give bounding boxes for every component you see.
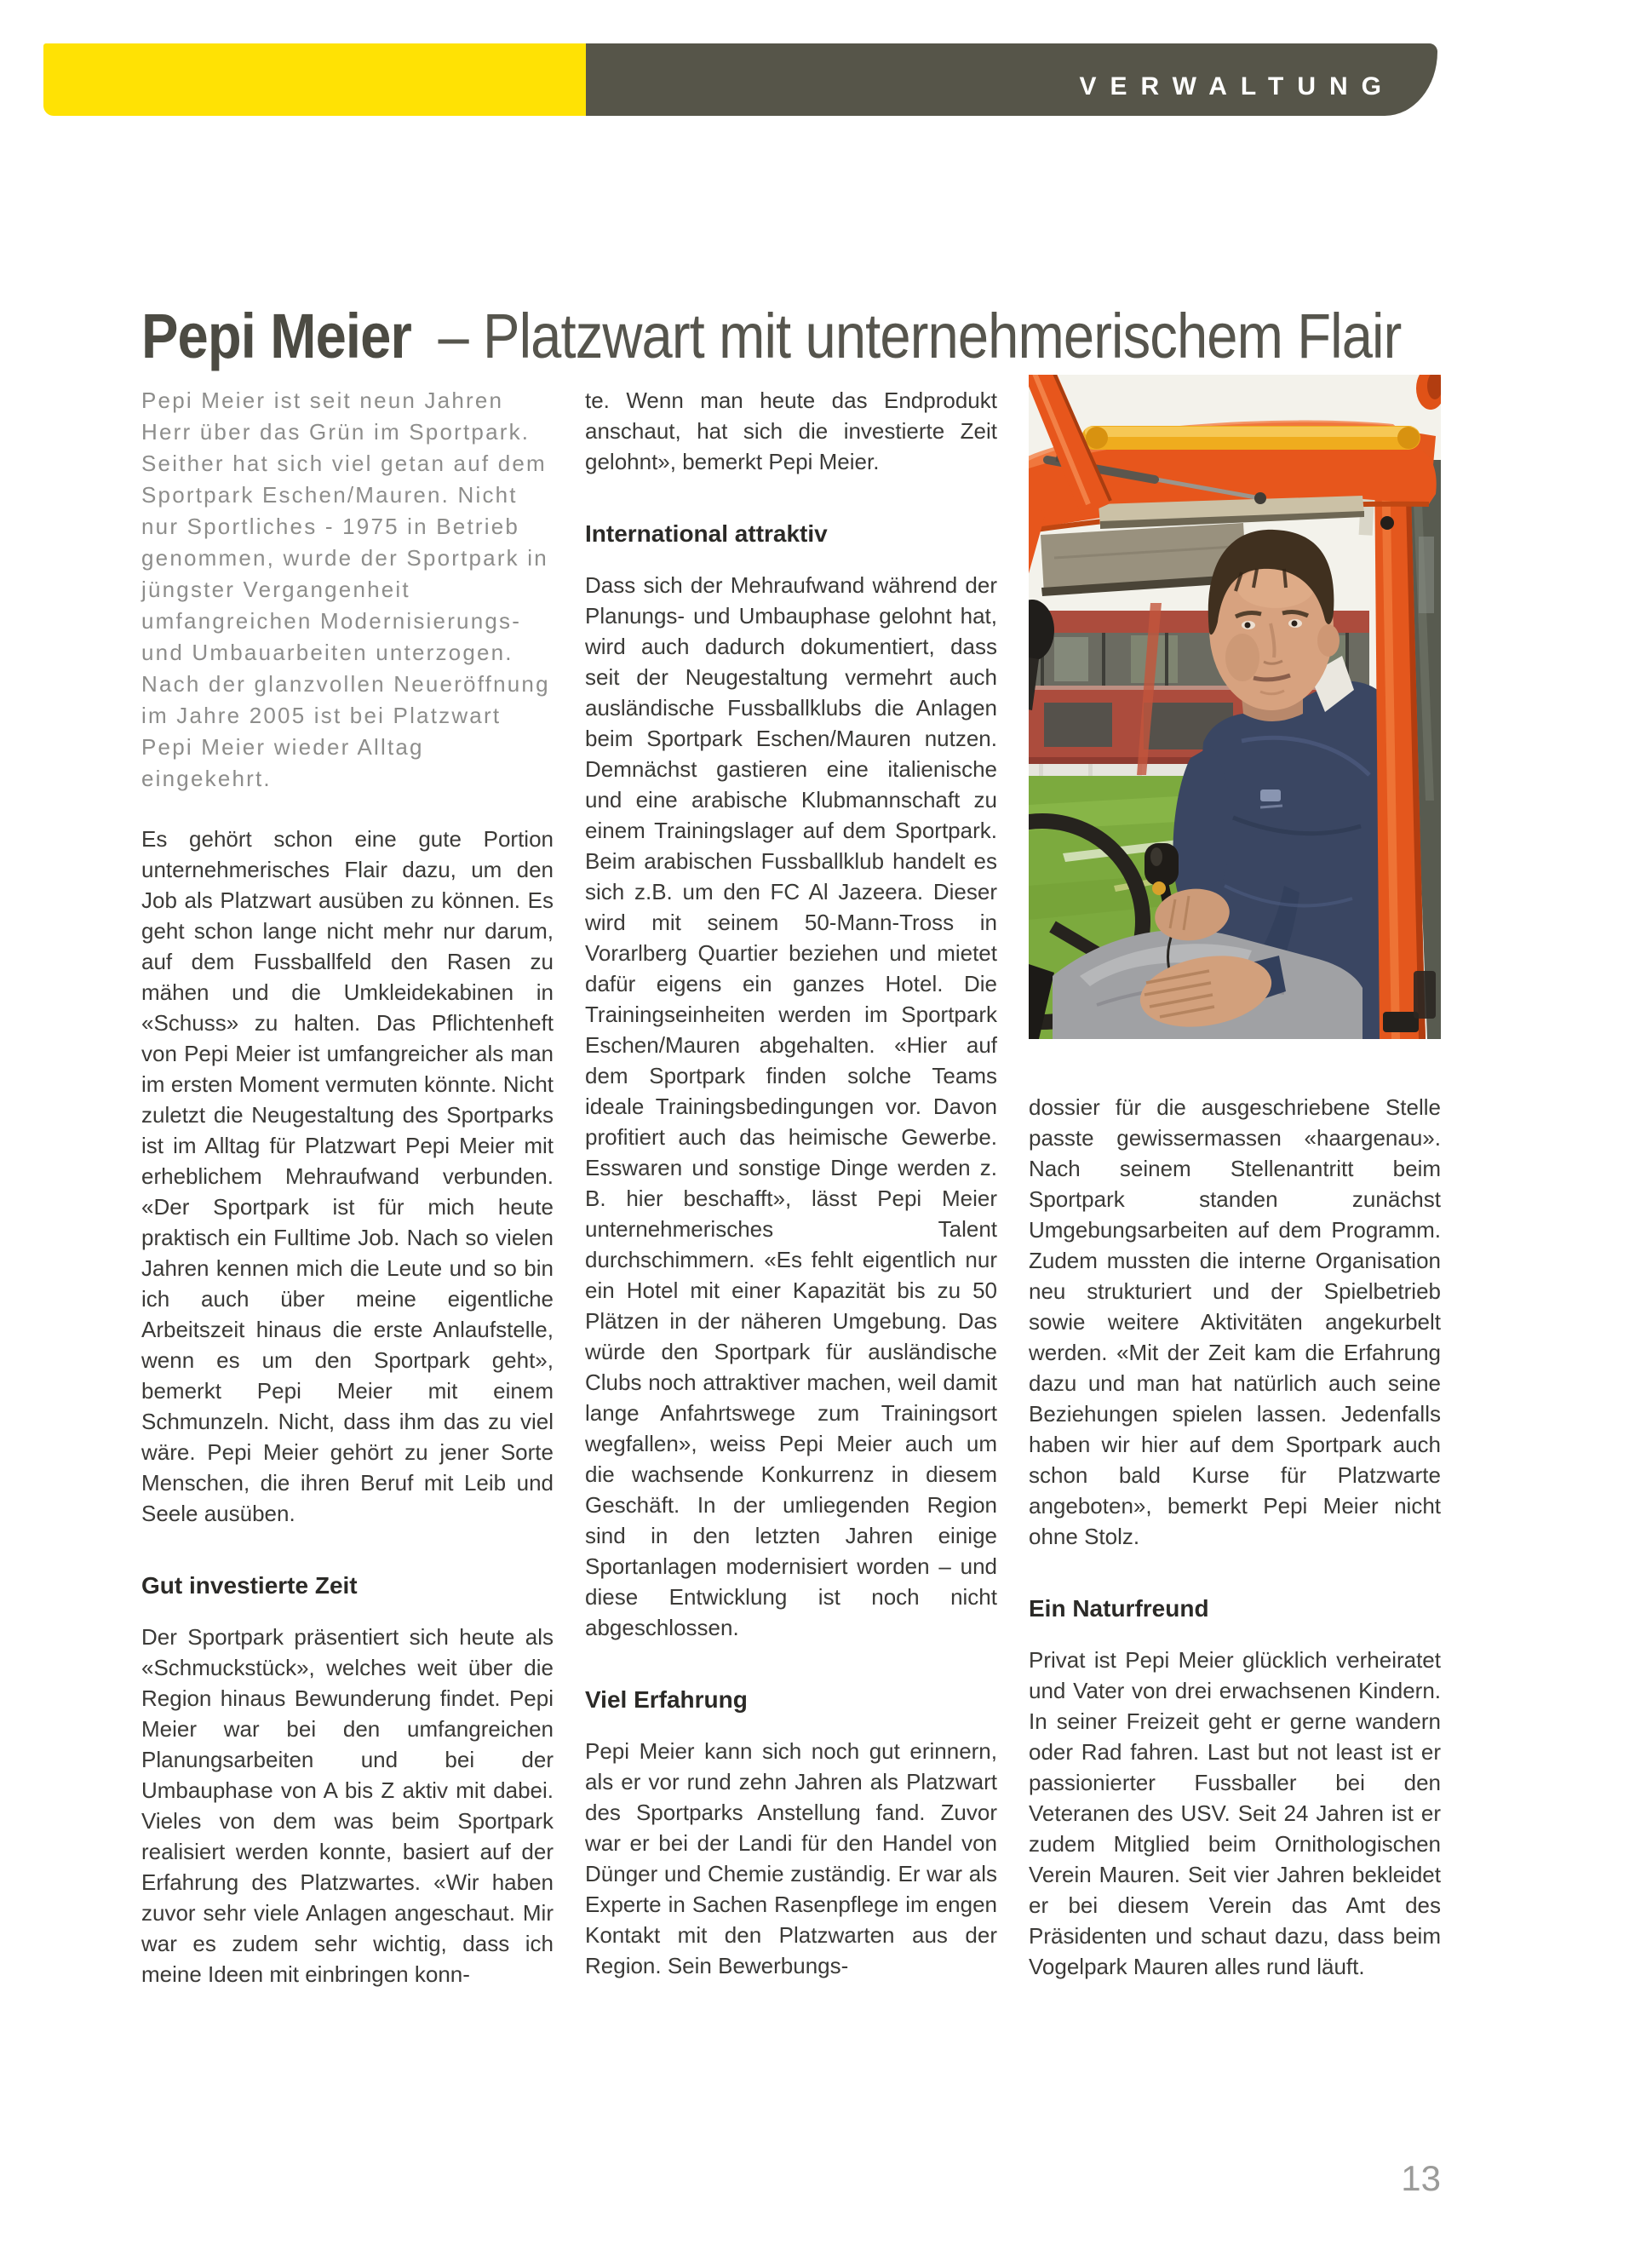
- column-3: [1029, 375, 1441, 1990]
- subheading-international-attraktiv: International attraktiv: [585, 520, 828, 547]
- article-paragraph: Dass sich der Mehraufwand während der Planungs- und Umbauphase gelohnt hat, wird auch dadurch dokumentiert, dass seit der Neugestaltung vermehrt auch ausländische Fussballklubs die Anlagen beim Sportpark Eschen/Mauren nutzen. Demnächst gastieren eine italienische und eine arabische Klubmannschaft zu einem Trainingslager auf dem Sportpark. Beim arabischen Fussballklub handelt es sich z.B. um den FC Al Jazeera. Dieser wird mit seinem 50-Mann-Tross in Vorarlberg Quartier beziehen und mietet dafür eigens ein ganzes Hotel. Die Trainingseinheiten werden im Sportpark Eschen/Mauren abgehalten. «Hier auf dem Sportpark finden solche Teams ideale Trainingsbedingungen vor. Davon profitiert auch das heimische Gewerbe. Esswaren und sonstige Dinge werden z. B. hier beschafft», lässt Pepi Meier unternehmerisches Talent durchschimmern. «Es fehlt eigentlich nur ein Hotel mit einer Kapazität bis zu 50 Plätzen in der näheren Umgebung. Das würde den Sportpark für ausländische Clubs noch attraktiver machen, weil damit lange Anfahrtswege zum Trainingsort wegfallen», weiss Pepi Meier auch um die wachsende Konkurrenz in diesem Geschäft. In der umliegenden Region sind in den letzten Jahren einige Sportanlagen modernisiert worden – und diese Entwicklung ist noch nicht abgeschlossen.: [585, 571, 997, 1640]
- subheading-viel-erfahrung: Viel Erfahrung: [585, 1685, 748, 1713]
- column-2: [585, 375, 997, 1990]
- photo-pepi-meier-tractor: [1029, 375, 1441, 1039]
- article-paragraph: Der Sportpark präsentiert sich heute als «Schmuckstück», welches weit über die Region hinaus Bewunderung findet. Pepi Meier war bei den umfangreichen Planungsarbeiten und bei der Umbauphase von A bis Z aktiv mit dabei. Vieles von dem was beim Sportpark realisiert werden konnte, basiert auf der Erfahrung des Platzwartes. «Wir haben zuvor sehr viele Anlagen angeschaut. Mir war es zudem sehr wichtig, dass ich meine Ideen mit einbringen konn-: [141, 1623, 554, 1987]
- article-paragraph: dossier für die ausgeschriebene Stelle passte gewissermassen «haargenau». Nach seinem Stellenantritt beim Sportpark standen zunächst Umgebungsarbeiten auf dem Programm. Zudem mussten die interne Organisation neu strukturiert und der Spielbetrieb sowie weitere Aktivitäten angekurbelt werden. «Mit der Zeit kam die Erfahrung dazu und man hat natürlich auch seine Beziehungen spielen lassen. Jedenfalls haben wir hier auf dem Sportpark auch schon bald Kurse für Platzwarte angeboten», bemerkt Pepi Meier nicht ohne Stolz.: [1029, 1094, 1441, 1549]
- article-paragraph: Es gehört schon eine gute Portion unternehmerisches Flair dazu, um den Job als Platzwart ausüben zu können. Es geht schon lange nicht mehr nur darum, auf dem Fussballfeld den Rasen zu mähen und die Umkleidekabinen in «Schuss» zu halten. Das Pflichtenheft von Pepi Meier ist umfangreicher als man im ersten Moment vermuten könnte. Nicht zuletzt die Neugestaltung des Sportparks ist im Alltag für Platzwart Pepi Meier mit erheblichem Mehraufwand verbunden. «Der Sportpark ist für mich heute praktisch ein Fulltime Job. Nach so vielen Jahren kennen mich die Leute und so bin ich auch über meine eigentliche Arbeitszeit hinaus die erste Anlaufstelle, wenn es um den Sportpark geht», bemerkt Pepi Meier mit einem Schmunzeln. Nicht, dass ihm das zu viel wäre. Pepi Meier gehört zu jener Sorte Menschen, die ihren Beruf mit Leib und Seele ausüben.: [141, 826, 554, 1526]
- article-paragraph: Pepi Meier kann sich noch gut erinnern, als er vor rund zehn Jahren als Platzwart des Sportparks Anstellung fand. Zuvor war er bei der Landi für den Handel von Dünger und Chemie zuständig. Er war als Experte in Sachen Rasenpflege im engen Kontakt mit den Platzwarten aus der Region. Sein Bewerbungs-: [585, 1737, 997, 1978]
- subheading-ein-naturfreund: Ein Naturfreund: [1029, 1595, 1209, 1622]
- page-number: 13: [1401, 2158, 1441, 2198]
- column-1: [141, 375, 554, 1990]
- article-body: [141, 375, 1441, 1990]
- header-section-bar: [586, 43, 1437, 116]
- tractor-photo-illustration: [1029, 375, 1441, 1039]
- page-header: [43, 43, 1437, 116]
- section-label: VERWALTUNG: [1079, 72, 1395, 100]
- article-title-subtitle: – Platzwart mit unternehmerischem Flair: [438, 300, 1402, 371]
- header-yellow-bar: [43, 43, 586, 116]
- article-title: [141, 300, 1401, 372]
- lead-paragraph: Pepi Meier ist seit neun Jahren Herr über das Grün im Sportpark. Seither hat sich viel getan auf dem Sportpark Eschen/Mauren. Nicht nur Sportliches - 1975 in Betrieb genommen, wurde der Sportpark in jüngster Vergangenheit umfangreichen Modernisierungs- und Umbauarbeiten unterzogen. Nach der glanzvollen Neueröffnung im Jahre 2005 ist bei Platzwart Pepi Meier wieder Alltag eingekehrt.: [141, 388, 550, 791]
- article-paragraph: Privat ist Pepi Meier glücklich verheiratet und Vater von drei erwachsenen Kindern. In seiner Freizeit geht er gerne wandern oder Rad fahren. Last but not least ist er passionierter Fussballer bei den Veteranen des USV. Seit 24 Jahren ist er zudem Mitglied beim Ornithologischen Verein Mauren. Seit vier Jahren bekleidet er bei diesem Verein das Amt des Präsidenten und schaut dazu, dass beim Vogelpark Mauren alles rund läuft.: [1029, 1646, 1441, 1979]
- article-paragraph: te. Wenn man heute das Endprodukt anschaut, hat sich die investierte Zeit gelohnt», bemerkt Pepi Meier.: [585, 388, 997, 474]
- article-title-name: Pepi Meier: [141, 300, 411, 371]
- subheading-gut-investierte-zeit: Gut investierte Zeit: [141, 1572, 358, 1599]
